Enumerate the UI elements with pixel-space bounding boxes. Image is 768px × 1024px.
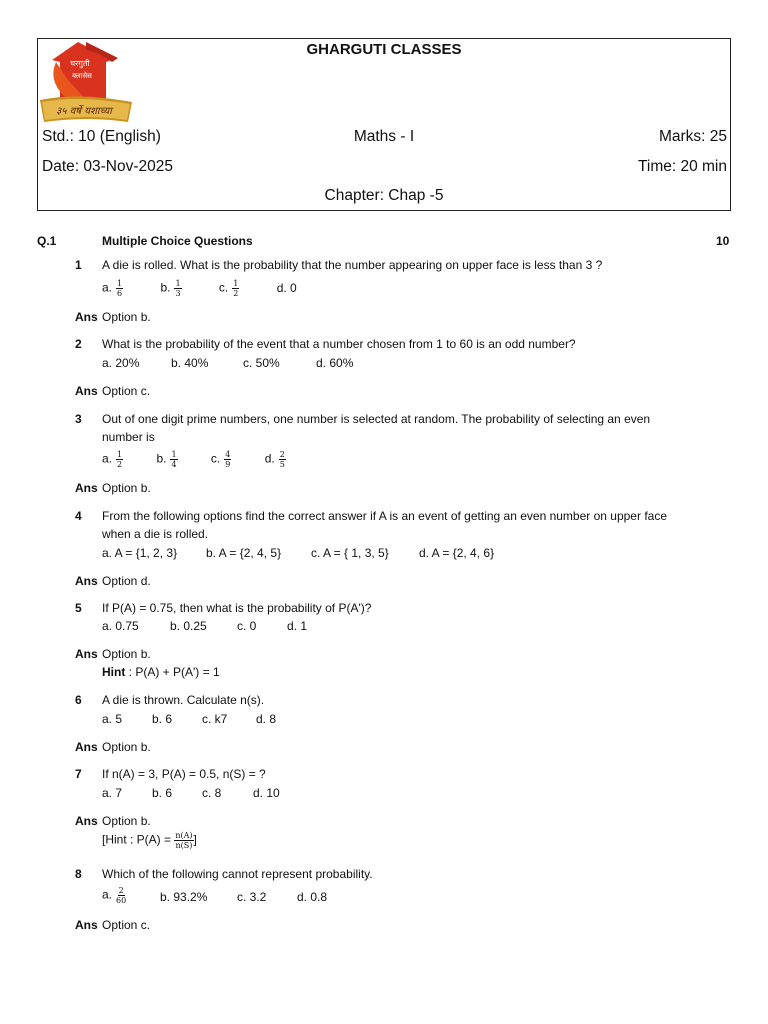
option-d: d. 0 [276, 280, 297, 295]
answer-label: Ans [75, 481, 98, 495]
hint-formula: [Hint : P(A) = $\frac{n(A)}{n(S)}$ ] [102, 831, 197, 850]
answer-text: Option c. [102, 384, 151, 398]
question-text-cont: number is [102, 430, 155, 444]
svg-text:घरगुती: घरगुती [70, 59, 90, 68]
answer-label: Ans [75, 740, 98, 754]
option-b: b. 6 [152, 712, 173, 726]
option-b: b. 93.2% [160, 890, 208, 904]
time-limit: Time: 20 min [637, 158, 727, 175]
option-b: b. 6 [152, 786, 173, 800]
option-c: c. $\frac{4}{9}$ [210, 450, 231, 469]
question-text: What is the probability of the event that a number chosen from 1 to 60 is an odd number? [102, 337, 576, 351]
options-row [102, 450, 286, 469]
header-box [37, 38, 731, 211]
answer-label: Ans [75, 384, 98, 398]
svg-text:क्लासेस: क्लासेस [72, 72, 92, 80]
answer-text: Option c. [102, 918, 151, 932]
question-number: 2 [75, 337, 82, 351]
svg-text:३५ वर्षे यशाच्या: ३५ वर्षे यशाच्या [56, 106, 112, 117]
question-number: 7 [75, 767, 82, 781]
options-row [102, 279, 297, 298]
option-c: c. 3.2 [237, 890, 267, 904]
question-text: A die is rolled. What is the probability that the number appearing on upper face is less than 3 ? [102, 258, 603, 272]
date: Date: 03-Nov-2025 [42, 158, 173, 175]
option-c: c. k7 [202, 712, 228, 726]
option-a: a. 20% [102, 356, 140, 370]
question-text: Out of one digit prime numbers, one number is selected at random. The probability of selecting an even [102, 412, 651, 426]
option-c: c. 50% [243, 356, 280, 370]
question-text: Which of the following cannot represent probability. [102, 867, 373, 881]
answer-text: Option b. [102, 310, 151, 324]
question-number: 6 [75, 693, 82, 707]
option-d: d. 8 [256, 712, 277, 726]
question-text: A die is thrown. Calculate n(s). [102, 693, 265, 707]
section-label: Q.1 [37, 234, 57, 248]
option-a: a. 5 [102, 712, 123, 726]
question-text: If P(A) = 0.75, then what is the probability of P(A')? [102, 601, 372, 615]
answer-label: Ans [75, 814, 98, 828]
hint-text: Hint : P(A) + P(A') = 1 [102, 665, 220, 679]
option-a: a. $\frac{1}{6}$ [102, 279, 123, 298]
question-number: 1 [75, 258, 82, 272]
question-number: 8 [75, 867, 82, 881]
option-b: b. 0.25 [170, 619, 207, 633]
option-b: b. 40% [171, 356, 209, 370]
section-marks: 10 [716, 234, 730, 248]
option-c: c. A = { 1, 3, 5} [311, 546, 389, 560]
answer-text: Option d. [102, 574, 151, 588]
answer-text: Option b. [102, 481, 151, 495]
question-number: 3 [75, 412, 82, 426]
option-a: a. A = {1, 2, 3} [102, 546, 178, 560]
option-d: d. 0.8 [297, 890, 328, 904]
option-d: d. 60% [316, 356, 354, 370]
subject: Maths - I [353, 128, 415, 145]
question-text: From the following options find the correct answer if A is an event of getting an even number on upper face [102, 509, 667, 523]
question-text-cont: when a die is rolled. [102, 527, 209, 541]
answer-label: Ans [75, 310, 98, 324]
option-c: c. 0 [237, 619, 257, 633]
option-a: a. $\frac{1}{2}$ [102, 450, 123, 469]
answer-text: Option b. [102, 647, 151, 661]
option-b: b. $\frac{1}{3}$ [160, 279, 181, 298]
option-d: d. $\frac{2}{5}$ [264, 450, 285, 469]
option-d: d. 10 [253, 786, 280, 800]
answer-text: Option b. [102, 814, 151, 828]
standard: Std.: 10 (English) [42, 128, 161, 145]
option-b: b. $\frac{1}{4}$ [156, 450, 177, 469]
option-c: c. $\frac{1}{2}$ [218, 279, 239, 298]
question-number: 5 [75, 601, 82, 615]
option-c: c. 8 [202, 786, 222, 800]
section-title: Multiple Choice Questions [102, 234, 253, 248]
answer-label: Ans [75, 647, 98, 661]
marks: Marks: 25 [658, 128, 727, 145]
option-a: a. 7 [102, 786, 123, 800]
question-number: 4 [75, 509, 82, 523]
answer-label: Ans [75, 918, 98, 932]
option-d: d. A = {2, 4, 6} [419, 546, 495, 560]
option-d: d. 1 [287, 619, 308, 633]
chapter: Chapter: Chap -5 [324, 187, 444, 204]
option-a: a. $\frac{2}{60}$ [102, 886, 127, 905]
answer-text: Option b. [102, 740, 151, 754]
option-a: a. 0.75 [102, 619, 139, 633]
school-name: GHARGUTI CLASSES [306, 41, 462, 58]
answer-label: Ans [75, 574, 98, 588]
question-text: If n(A) = 3, P(A) = 0.5, n(S) = ? [102, 767, 266, 781]
option-b: b. A = {2, 4, 5} [206, 546, 282, 560]
